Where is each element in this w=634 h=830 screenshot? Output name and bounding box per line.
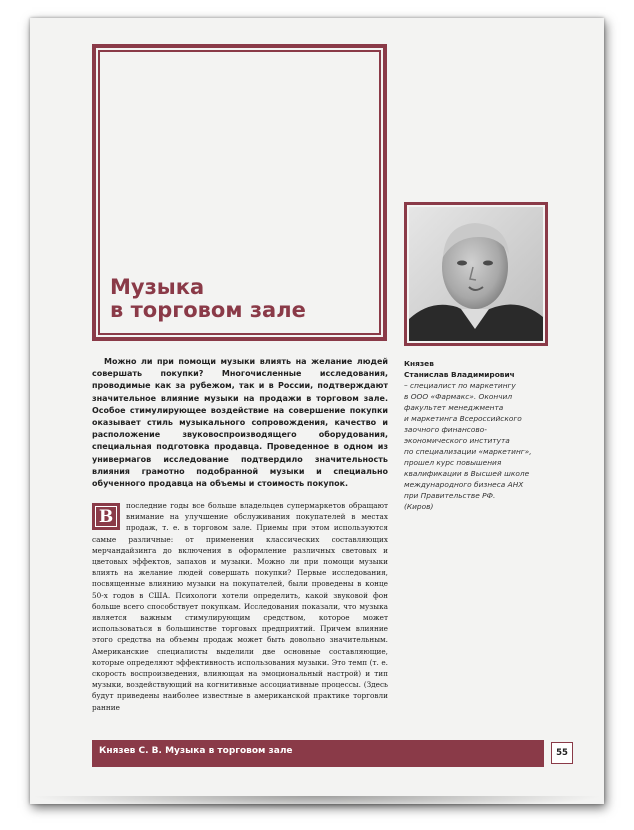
title-line-1: Музыка	[110, 275, 205, 299]
running-title: Князев С. В. Музыка в торговом зале	[99, 746, 293, 756]
dropcap-letter: В	[95, 506, 117, 527]
article-body	[92, 500, 388, 722]
page-number: 55	[551, 742, 573, 764]
page-shadow	[30, 796, 604, 810]
dropcap	[92, 503, 120, 530]
author-block	[404, 358, 554, 512]
article-lead: Можно ли при помощи музыки влиять на желание людей совершать покупки? Многочисленные исследования, проводимые как за рубежом, так и в России, подтверждают значительное влияние музыки на продажи в торговом зале. Особое стимулирующее воздействие на совершение покупки оказывает стиль музыкального сопровождения, качество и расположение звуковоспроизводящего оборудования, специальная подготовка продавца. Проведенное в одном из универмагов исследование подтвердило значительность влияния грамотно подобранной музыки и специально обученного продавца на объемы и стоимость покупок.	[92, 357, 388, 489]
article-title	[110, 276, 306, 322]
author-photo	[409, 207, 543, 341]
article-body-text: последние годы все больше владельцев супермаркетов обращают внимание на улучшение обслуживания покупателей в местах продаж, т. е. в торговом зале. Приемы при этом используются самые различные: от применения классических составляющих мерчандайзинга до включения в оформление различных световых и цветовых эффектов, запахов и музыки. Можно ли при помощи музыки влиять на желание людей совершать покупки? Первые исследования, посвященные влиянию музыки на покупателей, были проведены в конце 50-х годов в США. Психологи хотели определить, какой звуковой фон больше всего способствует покупкам. Исследования показали, что музыка является важным стимулирующим средством, которое может использоваться в большинстве торговых предприятий. Причем влияние этого средства на объемы продаж может быть довольно значительным. Американские специалисты выделили две основные составляющие, которые определяют эффективность использования музыки. Это темп (т. е. скорость воспроизведения, влияющая на эмоциональный настрой) и тип музыки, воздействующий на когнитивные ассоциативные процессы. (Здесь будут приведены наиболее известные в американской практике торговли ранние	[92, 501, 388, 712]
title-line-2: в торговом зале	[110, 298, 306, 322]
author-name: Станислав Владимирович	[404, 370, 515, 379]
author-surname: Князев	[404, 359, 434, 368]
author-photo-icon	[409, 207, 543, 341]
author-bio: – специалист по маркетингу в ООО «Фармакс». Окончил факультет менеджмента и маркетинга Всероссийского заочного финансово- экономического института по специализации «маркетинг», прошел курс повышения квалификации в Высшей школе международного бизнеса АНХ при Правительстве РФ. (Киров)	[404, 381, 532, 511]
